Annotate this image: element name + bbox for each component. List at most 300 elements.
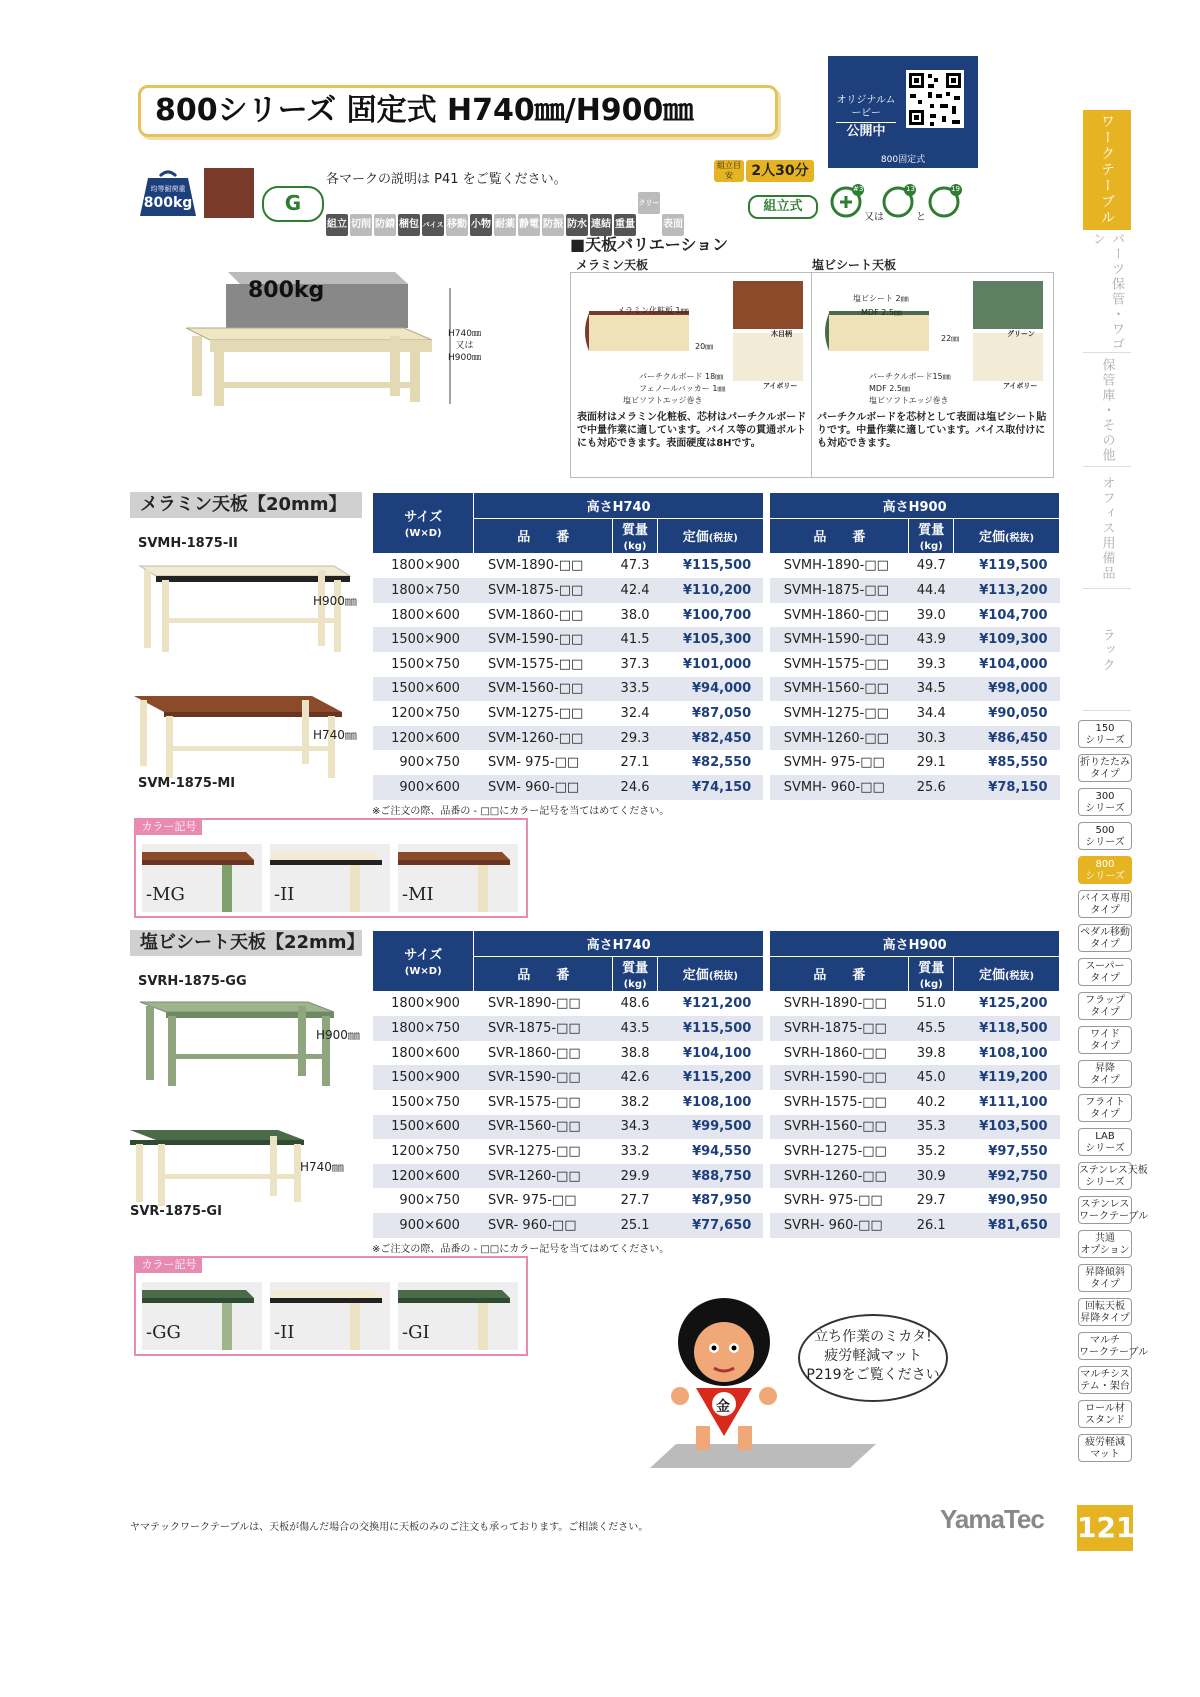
mass-h900-cell: 30.3 xyxy=(909,726,954,751)
code-h740-cell: SVR-1575-□□ xyxy=(487,1094,581,1110)
size-cell: 900×600 xyxy=(373,775,474,800)
option-num-3: #3 xyxy=(853,185,864,193)
mass-h740-cell: 27.7 xyxy=(620,1193,650,1209)
header-h900: 高さH900 xyxy=(770,493,1060,519)
header-price: 定価(税抜) xyxy=(657,518,763,553)
series-tab-0[interactable]: 150 シリーズ xyxy=(1078,720,1132,748)
code-h900-cell: SVMH-1575-□□ xyxy=(783,656,889,672)
mascot-speech-bubble: 立ち作業のミカタ! 疲労軽減マット P219をご覧ください xyxy=(798,1314,948,1402)
melamine-rows xyxy=(373,553,1060,799)
coating-icon xyxy=(204,168,254,218)
code-h740-cell: SVR-1860-□□ xyxy=(487,1045,581,1061)
price-h900-cell: ¥119,500 xyxy=(979,558,1048,574)
table-row xyxy=(373,677,1060,702)
header-size: サイズ (W×D) xyxy=(373,493,474,554)
mass-h740-cell: 38.0 xyxy=(620,607,650,623)
mass-h900-cell: 34.4 xyxy=(916,705,946,721)
price-h900-cell: ¥125,200 xyxy=(979,996,1048,1012)
pvc-desc: パーチクルボードを芯材として表面は塩ビシート貼りです。中量作業に適しています。バイス取付けにも対応できます。 xyxy=(817,412,1047,449)
qr-label xyxy=(836,94,896,138)
code-h740-cell: SVM-1260-□□ xyxy=(474,726,613,751)
size-cell: 1800×600 xyxy=(391,1045,460,1061)
melamine-spec-table xyxy=(372,492,1060,800)
series-tab-18[interactable]: マルチ ワークテーブル xyxy=(1078,1332,1132,1360)
header-code: 品 番 xyxy=(770,518,909,553)
mass-h900-cell: 35.2 xyxy=(916,1143,946,1159)
table-row xyxy=(373,726,1060,751)
mass-h900-cell: 39.8 xyxy=(916,1045,946,1061)
mass-h740-cell: 37.3 xyxy=(620,656,650,672)
pvc-layer-5: 塩ビソフトエッジ巻き xyxy=(869,396,949,405)
pvc-layer-2: 22㎜ xyxy=(941,334,960,343)
side-tab-parts-wagon[interactable]: パーツ保管・ワゴン xyxy=(1083,232,1131,353)
mass-h740-cell: 29.3 xyxy=(613,726,658,751)
code-h900-cell: SVRH-1275-□□ xyxy=(783,1143,887,1159)
table-row xyxy=(373,1213,1060,1238)
table-row xyxy=(373,578,1060,603)
code-h900-cell: SVRH-1890-□□ xyxy=(783,996,887,1012)
price-h900-cell: ¥92,750 xyxy=(954,1164,1060,1189)
melamine-note: ※ご注文の際、品番の - □□にカラー記号を当てはめてください。 xyxy=(372,806,670,817)
size-cell: 1800×600 xyxy=(391,607,460,623)
code-h740-cell: SVM- 960-□□ xyxy=(474,775,613,800)
code-h740-cell: SVR- 975-□□ xyxy=(487,1193,577,1209)
price-h740-cell: ¥101,000 xyxy=(682,656,752,672)
size-cell: 900×750 xyxy=(399,1193,460,1209)
mass-h740-cell: 27.1 xyxy=(620,755,650,771)
color-label-gi: -GI xyxy=(402,1322,430,1343)
price-h900-cell: ¥81,650 xyxy=(954,1213,1060,1238)
function-badge: 耐薬 xyxy=(494,214,516,236)
table-row xyxy=(373,1188,1060,1213)
table-row xyxy=(373,991,1060,1016)
code-h740-cell: SVM-1275-□□ xyxy=(487,705,584,721)
price-h740-cell: ¥104,100 xyxy=(683,1045,752,1061)
color-label-gg: -GG xyxy=(146,1322,181,1343)
code-h740-cell: SVR- 960-□□ xyxy=(474,1213,613,1238)
load-badge xyxy=(138,168,198,218)
price-h900-cell: ¥119,200 xyxy=(954,1065,1060,1090)
yamatec-logo: YamaTec xyxy=(940,1504,1044,1534)
mass-h740-cell: 38.8 xyxy=(620,1045,650,1061)
qr-code-icon xyxy=(906,70,964,128)
melamine-layer-4: 塩ビソフトエッジ巻き xyxy=(623,396,703,405)
size-cell: 1500×900 xyxy=(373,627,474,652)
price-h900-cell: ¥97,550 xyxy=(988,1143,1048,1159)
price-h740-cell: ¥94,000 xyxy=(657,677,763,702)
pvc-color-0: グリーン xyxy=(1007,330,1035,338)
series-tab-10[interactable]: 昇降 タイプ xyxy=(1078,1060,1132,1088)
price-h900-cell: ¥103,500 xyxy=(954,1115,1060,1140)
price-h900-cell: ¥108,100 xyxy=(979,1045,1048,1061)
side-tab-rack[interactable]: ラック xyxy=(1083,590,1131,711)
mass-h740-cell: 41.5 xyxy=(613,627,658,652)
size-cell: 1500×750 xyxy=(391,1094,460,1110)
price-h740-cell: ¥105,300 xyxy=(657,627,763,652)
option-word-or: 又は xyxy=(864,212,884,223)
mass-h900-cell: 43.9 xyxy=(909,627,954,652)
qr-block[interactable] xyxy=(828,56,978,168)
price-h740-cell: ¥82,550 xyxy=(692,755,752,771)
series-tab-16[interactable]: 昇降傾斜 タイプ xyxy=(1078,1264,1132,1292)
variation-title: ■天板バリエーション xyxy=(570,235,729,254)
price-h900-cell: ¥90,950 xyxy=(988,1193,1048,1209)
option-num-19: 19 xyxy=(951,185,960,193)
function-badge: 防錆 xyxy=(374,214,396,236)
mass-h900-cell: 39.3 xyxy=(916,656,946,672)
code-h900-cell: SVMH-1560-□□ xyxy=(770,677,909,702)
function-badge: クリーン xyxy=(638,192,660,214)
size-cell: 1500×900 xyxy=(373,1065,474,1090)
price-h900-cell: ¥118,500 xyxy=(954,1016,1060,1041)
pvc-heading: 塩ビシート天板【22mm】 xyxy=(130,930,362,956)
header-h740: 高さH740 xyxy=(474,493,763,519)
price-h900-cell: ¥113,200 xyxy=(954,578,1060,603)
mass-h740-cell: 42.4 xyxy=(613,578,658,603)
marks-note: 各マークの説明は P41 をご覧ください。 xyxy=(326,172,567,187)
mass-h900-cell: 45.0 xyxy=(909,1065,954,1090)
size-cell: 1200×600 xyxy=(373,726,474,751)
melamine-layer-0: メラミン化粧板 1㎜ xyxy=(617,306,689,315)
price-h900-cell: ¥90,050 xyxy=(988,705,1048,721)
code-h740-cell: SVR-1590-□□ xyxy=(474,1065,613,1090)
size-cell: 1200×750 xyxy=(391,705,460,721)
mass-h740-cell: 29.9 xyxy=(613,1164,658,1189)
table-row xyxy=(373,1065,1060,1090)
code-h740-cell: SVR-1260-□□ xyxy=(474,1164,613,1189)
pvc-layer-4: MDF 2.5㎜ xyxy=(869,384,910,393)
series-tab-20[interactable]: ロール材 スタンド xyxy=(1078,1400,1132,1428)
melamine-heading: メラミン天板【20mm】 xyxy=(130,492,362,518)
code-h900-cell: SVMH-1590-□□ xyxy=(770,627,909,652)
series-tab-19[interactable]: マルチシス テム・架台 xyxy=(1078,1366,1132,1394)
function-badge: 表面 xyxy=(662,214,684,236)
series-tab-17[interactable]: 回転天板 昇降タイプ xyxy=(1078,1298,1132,1326)
illustration-load: 800kg xyxy=(248,278,325,303)
code-h900-cell: SVRH-1860-□□ xyxy=(783,1045,887,1061)
table-row xyxy=(373,1115,1060,1140)
ivory-swatch xyxy=(733,333,803,381)
code-h740-cell: SVM-1575-□□ xyxy=(487,656,584,672)
series-tab-13[interactable]: ステンレス天板 シリーズ xyxy=(1078,1162,1132,1190)
function-badges xyxy=(326,192,716,236)
series-tab-3[interactable]: 500 シリーズ xyxy=(1078,822,1132,850)
green-mark-icon: G xyxy=(262,186,324,222)
size-cell: 1500×600 xyxy=(373,1115,474,1140)
header-mass: 質量 (kg) xyxy=(909,956,954,991)
header-price: 定価(税抜) xyxy=(954,956,1060,991)
green-swatch xyxy=(973,281,1043,329)
melamine-desc: 表面材はメラミン化粧板、芯材はパーチクルボードで中量作業に適しています。バイス等の貫通ボルトにも対応できます。表面硬度は8Hです。 xyxy=(577,412,807,449)
color-swatch-ii xyxy=(270,1282,390,1350)
color-label-ii: -II xyxy=(274,1322,295,1343)
variation-box xyxy=(570,272,1054,478)
price-h740-cell: ¥100,700 xyxy=(682,607,752,623)
color-label-mi: -MI xyxy=(402,884,434,905)
code-h900-cell: SVRH-1590-□□ xyxy=(770,1065,909,1090)
mascot-badge: 金 xyxy=(716,1399,730,1415)
pvc-note: ※ご注文の際、品番の - □□にカラー記号を当てはめてください。 xyxy=(372,1244,670,1255)
series-tab-2[interactable]: 300 シリーズ xyxy=(1078,788,1132,816)
code-h740-cell: SVM- 975-□□ xyxy=(487,755,580,771)
pvc-layer-3: パーチクルボード15㎜ xyxy=(869,372,951,381)
price-h740-cell: ¥82,450 xyxy=(657,726,763,751)
code-h900-cell: SVMH-1275-□□ xyxy=(783,705,889,721)
color-swatch-gi xyxy=(398,1282,518,1350)
size-cell: 1200×750 xyxy=(391,1143,460,1159)
table-illustration xyxy=(180,262,480,422)
series-tab-21[interactable]: 疲労軽減 マット xyxy=(1078,1434,1132,1462)
melamine-layer-3: フェノールバッカー 1㎜ xyxy=(639,384,726,393)
illustration-height: H740㎜ 又は H900㎜ xyxy=(448,329,481,363)
mass-h740-cell: 42.6 xyxy=(613,1065,658,1090)
qr-label-big: 公開中 xyxy=(836,122,896,138)
color-swatch-mg xyxy=(142,844,262,912)
price-h900-cell: ¥86,450 xyxy=(954,726,1060,751)
price-h900-cell: ¥104,700 xyxy=(979,607,1048,623)
mass-h740-cell: 33.2 xyxy=(620,1143,650,1159)
function-badge: 梱包 xyxy=(398,214,420,236)
function-badge: 小物 xyxy=(470,214,492,236)
header-mass: 質量 (kg) xyxy=(613,956,658,991)
assembly-time: 2人30分 xyxy=(746,160,814,182)
mass-h900-cell: 49.7 xyxy=(916,558,946,574)
series-tab-8[interactable]: フラップ タイプ xyxy=(1078,992,1132,1020)
code-h740-cell: SVR-1275-□□ xyxy=(487,1143,581,1159)
price-h740-cell: ¥88,750 xyxy=(657,1164,763,1189)
mass-h900-cell: 25.6 xyxy=(909,775,954,800)
pvc-model-bottom: SVR-1875-GI xyxy=(130,1204,222,1219)
melamine-h740-label: H740㎜ xyxy=(313,728,357,742)
function-badge: 防水 xyxy=(566,214,588,236)
size-cell: 1800×900 xyxy=(391,558,460,574)
code-h900-cell: SVRH-1560-□□ xyxy=(770,1115,909,1140)
footer-text: ヤマテックワークテーブルは、天板が傷んだ場合の交換用に天板のみのご注文も承っております。ご相談ください。 xyxy=(130,1522,649,1533)
size-cell: 900×750 xyxy=(399,755,460,771)
mass-h900-cell: 40.2 xyxy=(916,1094,946,1110)
side-tab-office[interactable]: オフィス用備品 xyxy=(1083,468,1131,589)
side-tab-worktable[interactable]: ワークテーブル xyxy=(1083,110,1131,230)
code-h740-cell: SVM-1890-□□ xyxy=(487,558,584,574)
code-h740-cell: SVR-1875-□□ xyxy=(474,1016,613,1041)
qr-label-small: オリジナルムービー xyxy=(836,95,896,119)
price-h900-cell: ¥98,000 xyxy=(954,677,1060,702)
mass-h740-cell: 33.5 xyxy=(613,677,658,702)
melamine-color-title: カラー記号 xyxy=(136,819,202,835)
code-h900-cell: SVMH-1260-□□ xyxy=(770,726,909,751)
series-tab-1[interactable]: 折りたたみ タイプ xyxy=(1078,754,1132,782)
size-cell: 1800×750 xyxy=(373,1016,474,1041)
mass-h740-cell: 38.2 xyxy=(620,1094,650,1110)
code-h900-cell: SVRH- 975-□□ xyxy=(783,1193,883,1209)
pvc-color-1: アイボリー xyxy=(1003,382,1038,390)
table-row xyxy=(373,775,1060,800)
function-badge: 切削 xyxy=(350,214,372,236)
code-h740-cell: SVM-1860-□□ xyxy=(487,607,584,623)
mass-h900-cell: 35.3 xyxy=(909,1115,954,1140)
function-badge: バイス xyxy=(422,214,444,236)
code-h740-cell: SVM-1590-□□ xyxy=(474,627,613,652)
option-num-13: 13 xyxy=(906,185,915,193)
table-row xyxy=(373,652,1060,677)
series-tab-7[interactable]: スーパー タイプ xyxy=(1078,958,1132,986)
mass-h900-cell: 29.1 xyxy=(916,755,946,771)
table-row xyxy=(373,1090,1060,1115)
color-swatch-gg xyxy=(142,1282,262,1350)
size-cell: 1800×750 xyxy=(373,578,474,603)
pvc-color-box xyxy=(134,1256,528,1356)
table-row xyxy=(373,1164,1060,1189)
color-swatch-mi xyxy=(398,844,518,912)
code-h900-cell: SVRH-1575-□□ xyxy=(783,1094,887,1110)
pvc-spec-table xyxy=(372,930,1060,1238)
code-h900-cell: SVRH-1875-□□ xyxy=(770,1016,909,1041)
load-value: 800kg xyxy=(143,195,193,211)
mass-h740-cell: 43.5 xyxy=(613,1016,658,1041)
series-tab-6[interactable]: ペダル移動 タイプ xyxy=(1078,924,1132,952)
series-tab-9[interactable]: ワイド タイプ xyxy=(1078,1026,1132,1054)
function-badge: 防振 xyxy=(542,214,564,236)
code-h900-cell: SVRH- 960-□□ xyxy=(770,1213,909,1238)
series-tab-15[interactable]: 共通 オプション xyxy=(1078,1230,1132,1258)
code-h740-cell: SVR-1560-□□ xyxy=(474,1115,613,1140)
melamine-layer-2: パーチクルボード 18㎜ xyxy=(639,372,724,381)
melamine-color-box xyxy=(134,818,528,918)
header-h740: 高さH740 xyxy=(474,931,763,957)
size-cell: 900×600 xyxy=(373,1213,474,1238)
pvc-rows xyxy=(373,991,1060,1237)
melamine-h900-label: H900㎜ xyxy=(313,594,357,608)
price-h740-cell: ¥99,500 xyxy=(657,1115,763,1140)
price-h740-cell: ¥87,950 xyxy=(692,1193,752,1209)
melamine-layer-1: 20㎜ xyxy=(695,342,714,351)
color-swatch-ii xyxy=(270,844,390,912)
table-row xyxy=(373,627,1060,652)
header-h900: 高さH900 xyxy=(770,931,1060,957)
header-mass: 質量 (kg) xyxy=(613,518,658,553)
table-row xyxy=(373,603,1060,628)
table-row xyxy=(373,701,1060,726)
code-h740-cell: SVM-1560-□□ xyxy=(474,677,613,702)
qr-caption: 800固定式 xyxy=(880,155,926,165)
pvc-h900-label: H900㎜ xyxy=(316,1028,360,1042)
pvc-table-image-green xyxy=(138,994,358,1094)
price-h740-cell: ¥94,550 xyxy=(692,1143,752,1159)
price-h740-cell: ¥115,500 xyxy=(682,558,752,574)
price-h900-cell: ¥85,550 xyxy=(988,755,1048,771)
mass-h740-cell: 25.1 xyxy=(613,1213,658,1238)
assembly-time-tag: 組立目安 xyxy=(714,160,744,182)
pvc-h740-label: H740㎜ xyxy=(300,1160,344,1174)
code-h900-cell: SVMH-1860-□□ xyxy=(783,607,889,623)
size-cell: 1200×600 xyxy=(373,1164,474,1189)
melamine-color-1: アイボリー xyxy=(763,382,798,390)
price-h740-cell: ¥74,150 xyxy=(657,775,763,800)
assembly-type-badge: 組立式 xyxy=(748,195,818,219)
header-price: 定価(税抜) xyxy=(954,518,1060,553)
header-size: サイズ (W×D) xyxy=(373,931,474,992)
header-code: 品 番 xyxy=(474,518,613,553)
size-cell: 1500×750 xyxy=(391,656,460,672)
code-h900-cell: SVMH-1875-□□ xyxy=(770,578,909,603)
mass-h900-cell: 30.9 xyxy=(909,1164,954,1189)
pvc-color-title: カラー記号 xyxy=(136,1257,202,1273)
mass-h740-cell: 48.6 xyxy=(620,996,650,1012)
series-tab-12[interactable]: LAB シリーズ xyxy=(1078,1128,1132,1156)
mass-h900-cell: 29.7 xyxy=(916,1193,946,1209)
page-title: 800シリーズ 固定式 H740㎜/H900㎜ xyxy=(138,85,778,137)
side-tab-storage[interactable]: 保管庫・その他 xyxy=(1083,354,1131,467)
code-h740-cell: SVM-1875-□□ xyxy=(474,578,613,603)
series-tab-5[interactable]: バイス専用 タイプ xyxy=(1078,890,1132,918)
function-badge: 移動 xyxy=(446,214,468,236)
option-word-and: と xyxy=(916,212,926,223)
size-cell: 1800×900 xyxy=(391,996,460,1012)
function-badge: 静電 xyxy=(518,214,540,236)
series-tab-11[interactable]: フライト タイプ xyxy=(1078,1094,1132,1122)
mass-h900-cell: 39.0 xyxy=(916,607,946,623)
code-h900-cell: SVMH-1890-□□ xyxy=(783,558,889,574)
mass-h740-cell: 24.6 xyxy=(613,775,658,800)
variation-pvc-heading: 塩ビシート天板 xyxy=(812,258,897,272)
mass-h900-cell: 44.4 xyxy=(909,578,954,603)
function-badge: 重量 xyxy=(614,214,636,236)
price-h900-cell: ¥109,300 xyxy=(954,627,1060,652)
price-h740-cell: ¥115,500 xyxy=(657,1016,763,1041)
price-h740-cell: ¥110,200 xyxy=(657,578,763,603)
table-row xyxy=(373,1139,1060,1164)
melamine-model-top: SVMH-1875-II xyxy=(138,536,238,551)
mass-h740-cell: 34.3 xyxy=(613,1115,658,1140)
woodgrain-swatch xyxy=(733,281,803,329)
table-row xyxy=(373,750,1060,775)
mass-h900-cell: 26.1 xyxy=(909,1213,954,1238)
function-badge: 連結 xyxy=(590,214,612,236)
pvc-layer-1: MDF 2.5㎜ xyxy=(861,308,902,317)
melamine-color-0: 木目柄 xyxy=(771,330,792,338)
price-h740-cell: ¥121,200 xyxy=(683,996,752,1012)
pvc-layer-0: 塩ビシート 2㎜ xyxy=(853,294,909,303)
pvc-model-top: SVRH-1875-GG xyxy=(138,974,247,989)
mass-h740-cell: 32.4 xyxy=(620,705,650,721)
table-row xyxy=(373,1016,1060,1041)
price-h740-cell: ¥115,200 xyxy=(657,1065,763,1090)
table-row xyxy=(373,1041,1060,1066)
mass-h740-cell: 47.3 xyxy=(620,558,650,574)
price-h900-cell: ¥104,000 xyxy=(979,656,1048,672)
code-h900-cell: SVRH-1260-□□ xyxy=(770,1164,909,1189)
load-label: 均等耐荷重 xyxy=(150,185,186,193)
size-cell: 1500×600 xyxy=(373,677,474,702)
price-h740-cell: ¥108,100 xyxy=(683,1094,752,1110)
code-h900-cell: SVMH- 975-□□ xyxy=(783,755,885,771)
header-price: 定価(税抜) xyxy=(657,956,763,991)
series-tab-4[interactable]: 800 シリーズ xyxy=(1078,856,1132,884)
price-h900-cell: ¥78,150 xyxy=(954,775,1060,800)
header-code: 品 番 xyxy=(770,956,909,991)
mass-h900-cell: 45.5 xyxy=(909,1016,954,1041)
melamine-model-bottom: SVM-1875-MI xyxy=(138,776,236,791)
mass-h900-cell: 51.0 xyxy=(916,996,946,1012)
series-tab-14[interactable]: ステンレス ワークテーブル xyxy=(1078,1196,1132,1224)
code-h900-cell: SVMH- 960-□□ xyxy=(770,775,909,800)
header-code: 品 番 xyxy=(474,956,613,991)
header-mass: 質量 (kg) xyxy=(909,518,954,553)
price-h740-cell: ¥87,050 xyxy=(692,705,752,721)
ivory-swatch xyxy=(973,333,1043,381)
function-badge: 組立 xyxy=(326,214,348,236)
color-label-ii: -II xyxy=(274,884,295,905)
